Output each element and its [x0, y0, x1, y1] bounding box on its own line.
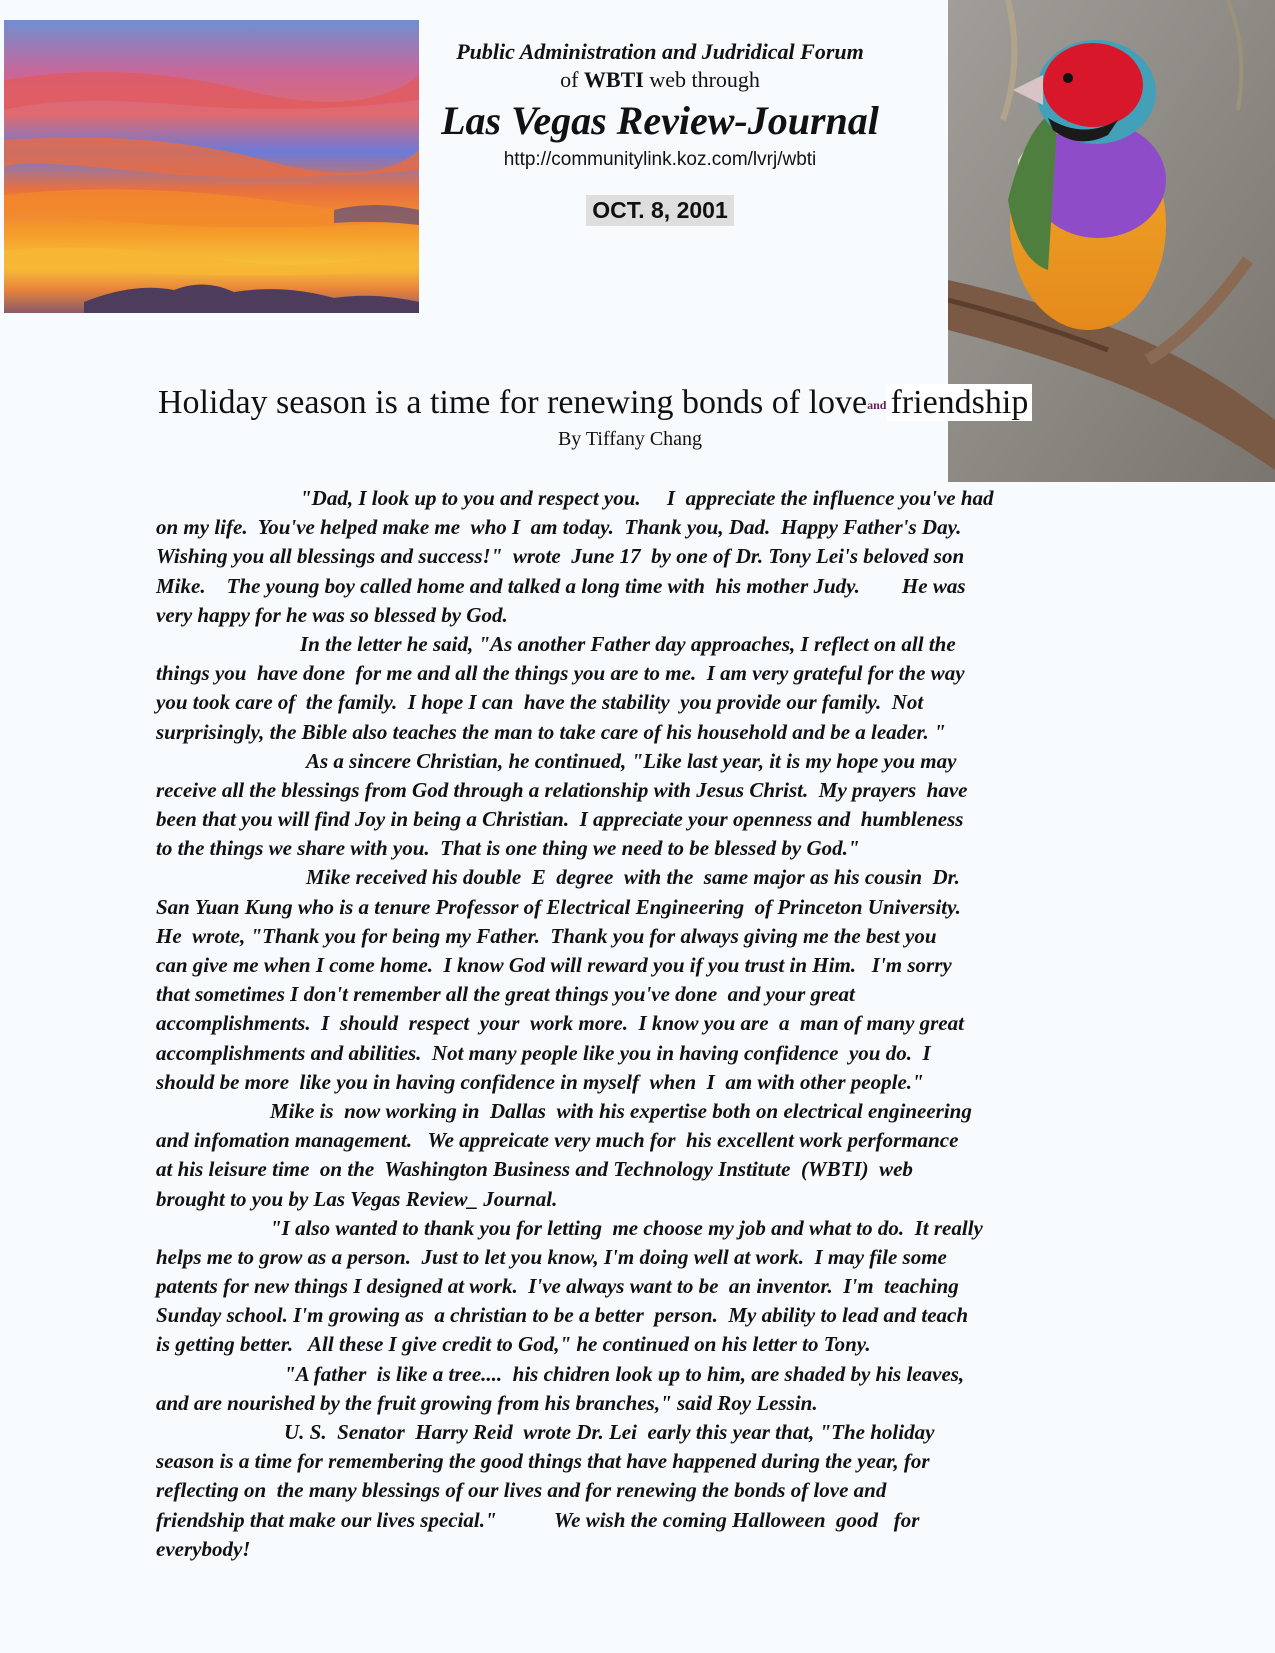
- article-line: surprisingly, the Bible also teaches the man to take care of his household and be a leader. ": [156, 719, 946, 744]
- article-line: "Dad, I look up to you and respect you. I appreciate the influence you've had: [300, 486, 994, 510]
- article-line: Mike is now working in Dallas with his expertise both on electrical engineering: [270, 1098, 972, 1123]
- byline: By Tiffany Chang: [557, 428, 703, 450]
- date-stamp: OCT. 8, 2001: [586, 195, 734, 226]
- article-line: and infomation management. We appreicate very much for his excellent work performance: [156, 1128, 959, 1153]
- article-line: accomplishments. I should respect your work more. I know you are a man of many great: [156, 1011, 964, 1036]
- article-line: on my life. You've helped make me who I am today. Thank you, Dad. Happy Father's Day.: [156, 515, 962, 540]
- article-line: reflecting on the many blessings of our lives and for renewing the bonds of love and: [156, 1478, 887, 1503]
- article-line: Sunday school. I'm growing as a christian to be a better person. My ability to lead and teach: [156, 1303, 969, 1328]
- newspaper-title: Las Vegas Review-Journal: [441, 98, 879, 143]
- article-line: He wrote, "Thank you for being my Father. Thank you for always giving me the best you: [156, 923, 937, 948]
- article-line: "A father is like a tree.... his chidren look up to him, are shaded by his leaves,: [284, 1361, 965, 1386]
- article-line: been that you will find Joy in being a Christian. I appreciate your openness and humbleness: [156, 807, 964, 832]
- article-line: Wishing you all blessings and success!" wrote June 17 by one of Dr. Tony Lei's beloved son: [156, 544, 965, 569]
- article-line: things you have done for me and all the things you are to me. I am very grateful for the way: [156, 661, 965, 686]
- article-line: U. S. Senator Harry Reid wrote Dr. Lei early this year that, "The holiday: [284, 1420, 935, 1444]
- masthead: [420, 38, 900, 226]
- article-line: very happy for he was so blessed by God.: [156, 602, 508, 627]
- article-line: brought to you by Las Vegas Review_ Journal.: [156, 1186, 558, 1211]
- headline-and: and: [867, 398, 887, 413]
- article-line: patents for new things I designed at work. I've always want to be an inventor. I'm teaching: [156, 1274, 959, 1299]
- headline: [158, 382, 1032, 426]
- org-line-prefix: of: [560, 67, 579, 92]
- headline-main: Holiday season is a time for renewing bonds of love: [158, 384, 868, 421]
- article-line: should be more like you in having confidence in myself when I am with other people.": [156, 1069, 924, 1094]
- article-line: at his leisure time on the Washington Business and Technology Institute (WBTI) web: [156, 1157, 913, 1182]
- article-line: everybody!: [156, 1536, 251, 1561]
- website-url: http://communitylink.koz.com/lvrj/wbti: [503, 149, 817, 170]
- article-line: Mike received his double E degree with the same major as his cousin Dr.: [306, 865, 960, 890]
- forum-title: Public Administration and Judridical Forum: [456, 39, 864, 64]
- article-line: receive all the blessings from God through a relationship with Jesus Christ. My prayers have: [156, 777, 968, 802]
- org-line-suffix: web through: [649, 67, 760, 92]
- article-line: Mike. The young boy called home and talked a long time with his mother Judy. He was: [156, 573, 966, 598]
- article-line: can give me when I come home. I know God will reward you if you trust in Him. I'm sorry: [156, 953, 952, 977]
- org-name: WBTI: [583, 67, 644, 92]
- sunset-image: [4, 20, 419, 313]
- article-line: As a sincere Christian, he continued, "Like last year, it is my hope you may: [306, 748, 957, 773]
- article-line: helps me to grow as a person. Just to let you know, I'm doing well at work. I may file some: [156, 1244, 947, 1269]
- article-line: friendship that make our lives special." We wish the coming Halloween good for: [156, 1507, 920, 1532]
- article-line: "I also wanted to thank you for letting me choose my job and what to do. It really: [270, 1215, 983, 1240]
- headline-tail: friendship: [886, 384, 1032, 421]
- article-body: [156, 484, 1136, 1564]
- article-line: accomplishments and abilities. Not many people like you in having confidence you do. I: [156, 1040, 931, 1065]
- article-line: is getting better. All these I give credit to God," he continued on his letter to Tony.: [156, 1332, 871, 1357]
- article-line: San Yuan Kung who is a tenure Professor of Electrical Engineering of Princeton University.: [156, 894, 961, 919]
- article-line: you took care of the family. I hope I can have the stability you provide our family. Not: [156, 690, 924, 715]
- article-line: to the things we share with you. That is one thing we need to be blessed by God.": [156, 836, 860, 861]
- article-line: In the letter he said, "As another Father day approaches, I reflect on all the: [300, 631, 956, 656]
- org-line: [420, 65, 900, 95]
- article-line: and are nourished by the fruit growing from his branches," said Roy Lessin.: [156, 1390, 818, 1415]
- article-line: season is a time for remembering the good things that have happened during the year, for: [156, 1449, 930, 1474]
- sunset-photo: [4, 20, 419, 313]
- article-line: that sometimes I don't remember all the great things you've done and your great: [156, 982, 855, 1007]
